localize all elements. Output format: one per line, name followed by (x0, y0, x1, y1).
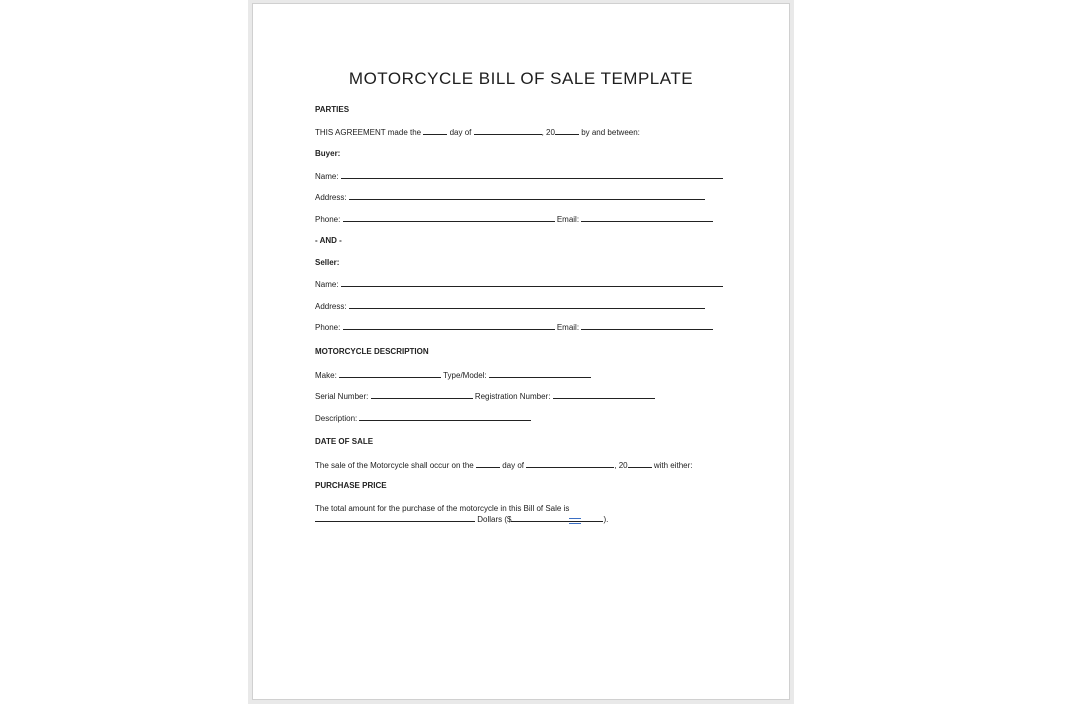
sale-year-prefix: , 20 (614, 461, 628, 470)
date-of-sale-heading: DATE OF SALE (315, 437, 374, 446)
buyer-email-label: Email: (556, 215, 580, 224)
make-field[interactable] (339, 370, 441, 378)
seller-phone-field[interactable] (343, 322, 555, 330)
dollars-label: Dollars ($ (477, 515, 512, 524)
by-and-between-label: by and between: (581, 128, 640, 137)
motorcycle-description-heading: MOTORCYCLE DESCRIPTION (315, 347, 429, 356)
buyer-name-row (315, 171, 745, 181)
agreement-prefix: THIS AGREEMENT made the (315, 128, 422, 137)
with-either-label: with either: (653, 461, 693, 470)
year-prefix: , 20 (541, 128, 555, 137)
agreement-line (315, 127, 745, 137)
day-blank[interactable] (423, 127, 447, 135)
registration-number-field[interactable] (553, 391, 655, 399)
serial-number-field[interactable] (371, 391, 473, 399)
seller-name-row (315, 279, 745, 289)
buyer-address-label: Address: (315, 193, 347, 202)
day-of-label: day of (449, 128, 472, 137)
date-of-sale-prefix: The sale of the Motorcycle shall occur on the (315, 461, 474, 470)
seller-email-label: Email: (556, 323, 580, 332)
amount-number-field[interactable] (511, 514, 603, 522)
sale-month-blank[interactable] (526, 460, 614, 468)
description-row (315, 413, 745, 423)
description-field[interactable] (359, 413, 531, 421)
serial-number-label: Serial Number: (315, 392, 369, 401)
buyer-name-label: Name: (315, 172, 339, 181)
buyer-address-row (315, 192, 745, 202)
make-model-row (315, 370, 745, 380)
purchase-amount-row (315, 514, 745, 524)
sale-day-of-label: day of (502, 461, 525, 470)
buyer-name-field[interactable] (341, 171, 723, 179)
sale-day-blank[interactable] (476, 460, 500, 468)
document-page (252, 3, 790, 700)
seller-address-label: Address: (315, 302, 347, 311)
buyer-phone-row (315, 214, 745, 224)
buyer-heading: Buyer: (315, 149, 341, 158)
closing-paren: ). (603, 515, 609, 524)
purchase-price-text: The total amount for the purchase of the motorcycle in this Bill of Sale is (315, 504, 570, 513)
registration-number-label: Registration Number: (474, 392, 551, 401)
sale-year-blank[interactable] (628, 460, 652, 468)
seller-address-row (315, 301, 745, 311)
month-blank[interactable] (474, 127, 542, 135)
buyer-phone-label: Phone: (315, 215, 341, 224)
seller-phone-label: Phone: (315, 323, 341, 332)
seller-heading: Seller: (315, 258, 340, 267)
seller-phone-row (315, 322, 745, 332)
buyer-email-field[interactable] (581, 214, 713, 222)
parties-heading: PARTIES (315, 105, 350, 114)
year-blank[interactable] (555, 127, 579, 135)
seller-name-field[interactable] (341, 279, 723, 287)
purchase-price-heading: PURCHASE PRICE (315, 481, 387, 490)
buyer-phone-field[interactable] (343, 214, 555, 222)
type-model-field[interactable] (489, 370, 591, 378)
and-separator: - AND - (315, 236, 342, 245)
seller-name-label: Name: (315, 280, 339, 289)
text-cursor-icon (569, 518, 581, 524)
document-title: MOTORCYCLE BILL OF SALE TEMPLATE (348, 69, 694, 88)
make-label: Make: (315, 371, 337, 380)
type-model-label: Type/Model: (443, 371, 487, 380)
date-of-sale-line (315, 460, 745, 470)
buyer-address-field[interactable] (349, 192, 705, 200)
serial-registration-row (315, 391, 745, 401)
description-label: Description: (315, 414, 358, 423)
seller-address-field[interactable] (349, 301, 705, 309)
amount-words-field[interactable] (315, 514, 475, 522)
seller-email-field[interactable] (581, 322, 713, 330)
